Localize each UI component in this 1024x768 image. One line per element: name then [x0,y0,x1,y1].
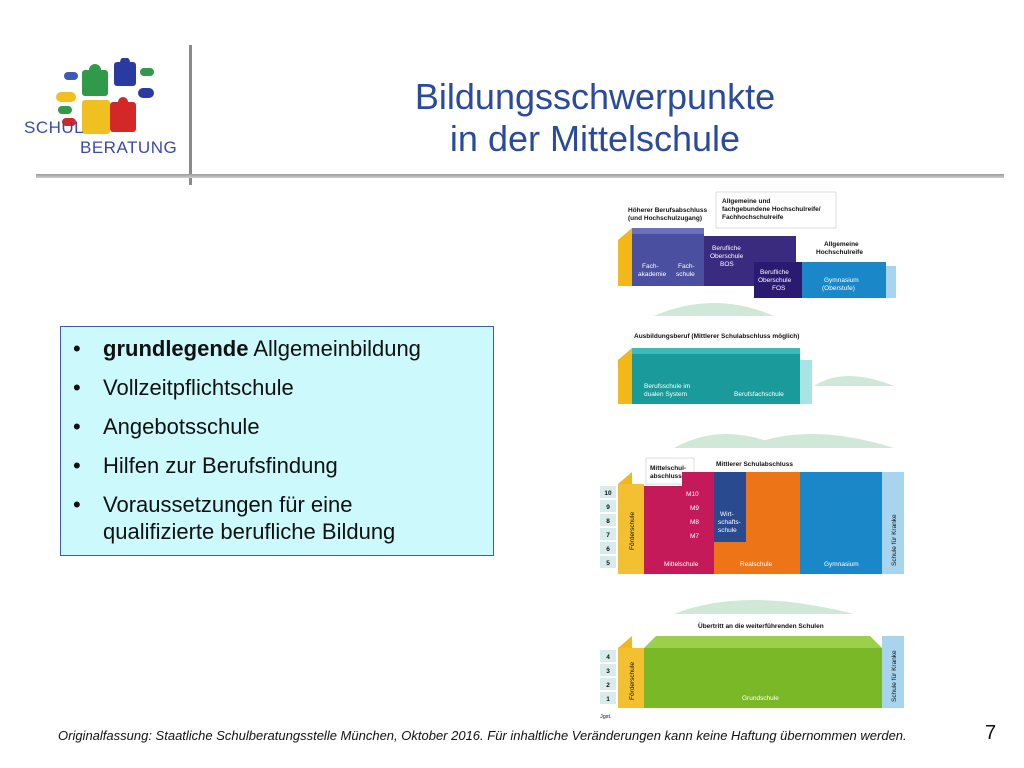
grade-upper-label: 5 [606,560,610,567]
label-gym-ober-2: (Oberstufe) [822,285,855,292]
education-system-diagram [594,190,914,720]
label-berufsschule-2: dualen System [644,391,687,398]
bullet-symbol: • [73,336,81,361]
bullet-bold-text: grundlegende [103,336,249,361]
grade-lower-label: 1 [606,696,610,703]
bullet-text: Vollzeitpflichtschule [103,375,294,400]
grade-upper-label: 8 [606,518,610,525]
bullet-item [61,491,493,518]
label-m7: M7 [690,533,700,540]
grade-upper-label: 9 [606,504,610,511]
label-bos-3: BOS [720,261,734,268]
label-fachakademie-2: akademie [638,271,667,278]
info-box [60,326,494,556]
label-bos-2: Oberschule [710,253,744,260]
label-wirtschaftsschule-1: Wirt- [720,511,734,518]
vertical-divider [189,45,192,185]
header-mid-line-1: Allgemeine und [722,198,771,205]
schulberatung-logo [22,58,182,163]
label-mittelschulabschluss-1: Mittelschul- [650,465,687,472]
bullet-symbol: • [73,492,81,517]
bullet-text: Allgemeinbildung [248,336,421,361]
bullet-item [61,335,493,362]
block-left-edge [618,228,632,286]
bullet-item [61,413,493,440]
bullet-text: Hilfen zur Berufsfindung [103,453,338,478]
label-schule-kranke-lower: Schule für Kranke [891,650,898,702]
label-uebertritt: Übertritt an die weiterführenden Schulen [698,623,824,630]
bullet-text: Angebotsschule [103,414,260,439]
label-mittlerer-schulabschluss: Mittlerer Schulabschluss [716,461,793,468]
label-gymnasium: Gymnasium [824,561,859,568]
bullet-list [61,327,493,545]
page-number: 7 [985,722,997,744]
label-fachschule-1: Fach- [678,263,695,270]
bullet-symbol: • [73,414,81,439]
header-mid-line-3: Fachhochschulreife [722,214,784,221]
header-left-line-2: (und Hochschulzugang) [628,215,703,222]
title-line-1: Bildungsschwerpunkte [414,76,776,117]
bullet-item [61,452,493,479]
bullet-text: qualifizierte berufliche Bildung [103,519,396,544]
bullet-symbol: • [73,375,81,400]
label-foerderschule-upper: Förderschule [629,512,636,550]
grade-lower-label: 4 [606,654,610,661]
label-jgst: Jgst. [600,714,612,720]
bullet-item [61,374,493,401]
label-mittelschule: Mittelschule [664,561,699,568]
bullet-continuation [61,518,493,545]
title-line-2: in der Mittelschule [449,118,741,159]
label-foerderschule-lower: Förderschule [629,662,636,700]
label-fos-1: Berufliche [760,269,789,276]
label-wirtschaftsschule-2: schafts- [718,519,741,526]
footer-disclaimer: Originalfassung: Staatliche Schulberatungsstelle München, Oktober 2016. Für inhaltliche Veränderungen kann keine Haftung übernommen werden. [58,728,907,743]
label-ausbildungsberuf: Ausbildungsberuf (Mittlerer Schulabschluss möglich) [634,333,800,340]
grade-labels-lower [600,650,616,704]
grade-lower-label: 3 [606,668,610,675]
label-mittelschulabschluss-2: abschluss [650,473,682,480]
label-fos-2: Oberschule [758,277,792,284]
label-schule-kranke-upper: Schule für Kranke [891,514,898,566]
label-fachschule-2: schule [676,271,695,278]
label-grundschule: Grundschule [742,695,779,702]
grade-lower-label: 2 [606,682,610,689]
header-right-line-2: Hochschulreife [816,249,863,256]
label-berufsfachschule: Berufsfachschule [734,391,784,398]
header-left-line-1: Höherer Berufsabschluss [628,207,708,214]
grade-upper-label: 6 [606,546,610,553]
label-m10: M10 [686,491,699,498]
label-gym-ober-1: Gymnasium [824,277,859,284]
label-realschule: Realschule [740,561,773,568]
grade-labels-upper [600,486,616,568]
label-m9: M9 [690,505,700,512]
label-fos-3: FOS [772,285,786,292]
block-gymnasium [800,472,882,574]
label-m8: M8 [690,519,700,526]
logo-text-beratung: BERATUNG [80,138,178,157]
label-bos-1: Berufliche [712,245,741,252]
logo-text-schul: SCHUL [24,118,85,137]
grade-upper-label: 7 [606,532,610,539]
bullet-text: Voraussetzungen für eine [103,492,353,517]
label-wirtschaftsschule-3: schule [718,527,737,534]
horizontal-divider [36,174,1004,178]
page-title [360,76,830,160]
bullet-symbol: • [73,453,81,478]
header-mid-line-2: fachgebundene Hochschulreife/ [722,206,821,213]
block-realschule [746,472,800,574]
grade-upper-label: 10 [604,490,612,497]
label-fachakademie-1: Fach- [642,263,659,270]
label-berufsschule-1: Berufsschule im [644,383,691,390]
header-right-line-1: Allgemeine [824,241,859,248]
